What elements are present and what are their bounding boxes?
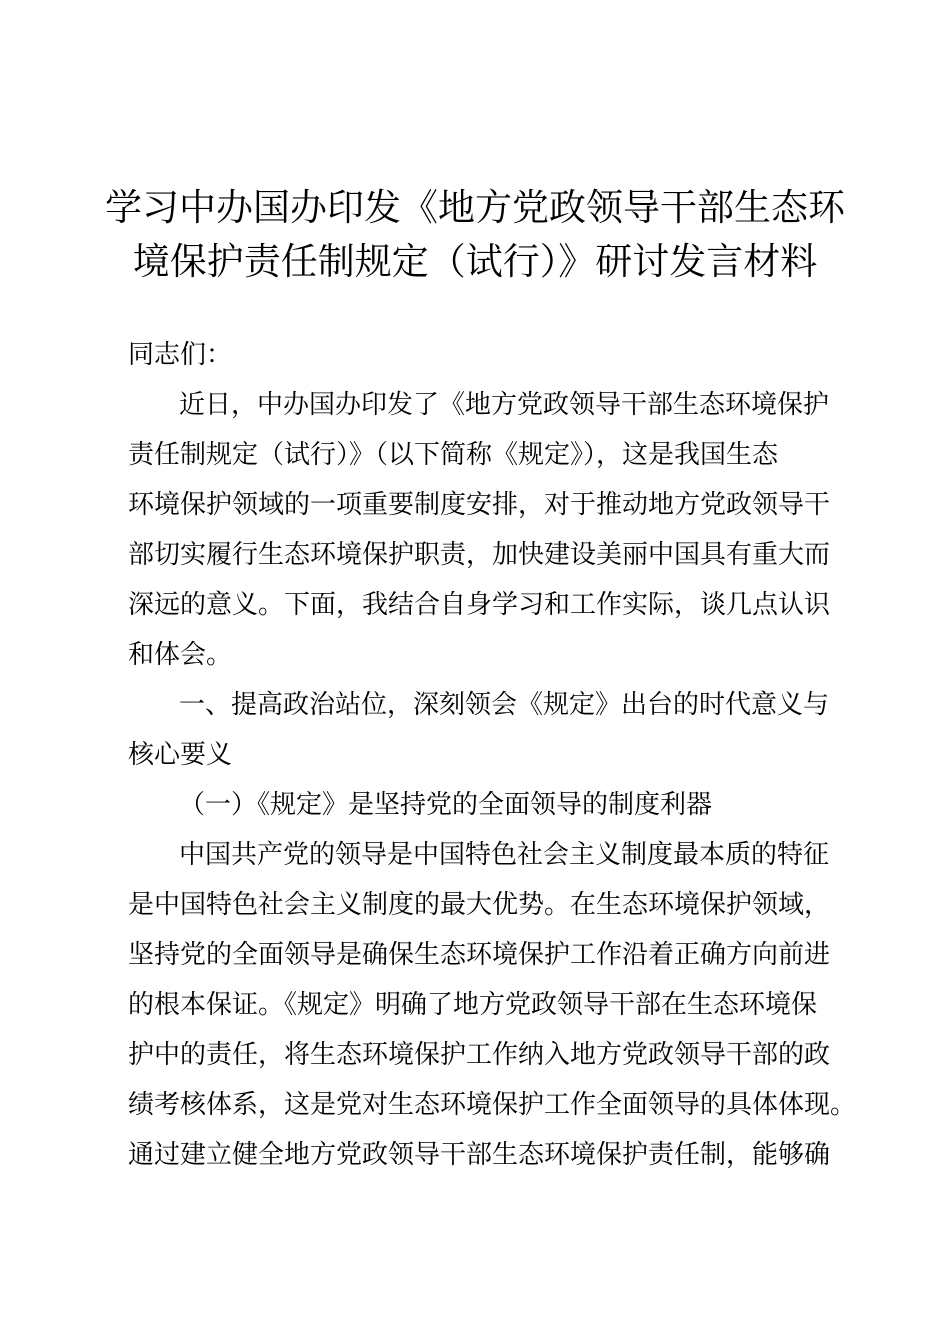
- salutation: 同志们：: [128, 340, 233, 370]
- paragraph-line: 是中国特色社会主义制度的最大优势。在生态环境保护领域，: [128, 890, 831, 920]
- paragraph-leadership: [128, 830, 857, 1180]
- document-title: [100, 181, 850, 289]
- paragraph-line: 中国共产党的领导是中国特色社会主义制度最本质的特征: [179, 840, 830, 870]
- title-line-1: 学习中办国办印发《地方党政领导干部生态环: [105, 186, 845, 229]
- paragraph-line: 部切实履行生态环境保护职责，加快建设美丽中国具有重大而: [128, 540, 831, 570]
- section-heading-line: 一、提高政治站位，深刻领会《规定》出台的时代意义与: [179, 690, 830, 720]
- paragraph-line: 环境保护领域的一项重要制度安排，对于推动地方党政领导干: [128, 490, 831, 520]
- paragraph-line: 绩考核体系，这是党对生态环境保护工作全面领导的具体体现。: [128, 1090, 857, 1120]
- document-body: [128, 330, 857, 1180]
- paragraph-line: 坚持党的全面领导是确保生态环境保护工作沿着正确方向前进: [128, 940, 831, 970]
- paragraph-line: 和体会。: [128, 640, 233, 670]
- paragraph-line: 通过建立健全地方党政领导干部生态环境保护责任制，能够确: [128, 1140, 831, 1170]
- section-heading: [128, 680, 838, 780]
- section-heading-line: 核心要义: [128, 740, 233, 770]
- paragraph-line: 近日，中办国办印发了《地方党政领导干部生态环境保护: [179, 390, 830, 420]
- title-line-2: 境保护责任制规定（试行）》研讨发言材料: [132, 240, 818, 283]
- paragraph-line: 护中的责任，将生态环境保护工作纳入地方党政领导干部的政: [128, 1040, 831, 1070]
- paragraph-intro: [128, 380, 838, 680]
- subsection-heading: （一）《规定》是坚持党的全面领导的制度利器: [179, 790, 713, 820]
- paragraph-line: 深远的意义。下面，我结合自身学习和工作实际，谈几点认识: [128, 590, 831, 620]
- paragraph-line: 的根本保证。《规定》明确了地方党政领导干部在生态环境保: [128, 990, 818, 1020]
- paragraph-line: 责任制规定（试行）》（以下简称《规定》），这是我国生态: [128, 440, 779, 470]
